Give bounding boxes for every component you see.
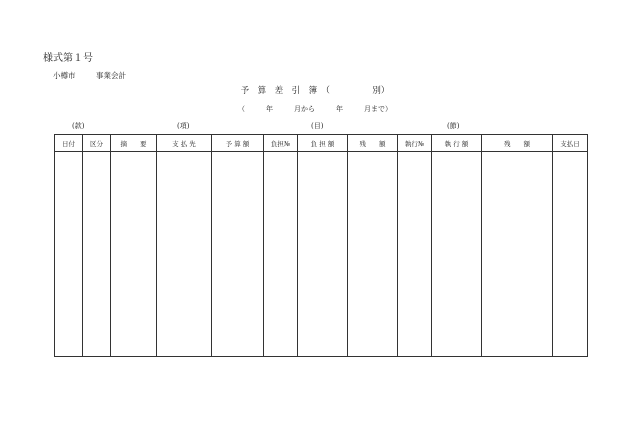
column-header-balance-1: 残 額: [348, 135, 398, 152]
cell-execution-number[interactable]: [398, 152, 432, 357]
cell-payment-date[interactable]: [553, 152, 588, 357]
period-line: （ 年 月から 年 月まで）: [238, 105, 392, 113]
cell-summary[interactable]: [111, 152, 157, 357]
column-header-balance-2: 残 額: [482, 135, 553, 152]
cell-execution-amount[interactable]: [432, 152, 482, 357]
column-header-payee: 支 払 先: [157, 135, 212, 152]
column-header-execution-number: 執行№: [398, 135, 432, 152]
column-header-budget-amount: 予 算 額: [212, 135, 264, 152]
ledger-header-row: [55, 135, 588, 152]
column-header-category: 区分: [83, 135, 111, 152]
account-name: 事業会計: [96, 71, 126, 80]
category-moku-label: (目): [311, 122, 324, 130]
cell-date[interactable]: [55, 152, 83, 357]
column-header-payment-date: 支払日: [553, 135, 588, 152]
cell-balance-2[interactable]: [482, 152, 553, 357]
category-setsu-label: (節): [447, 122, 460, 130]
column-header-burden-amount: 負 担 額: [298, 135, 348, 152]
cell-burden-number[interactable]: [264, 152, 298, 357]
cell-burden-amount[interactable]: [298, 152, 348, 357]
column-header-execution-amount: 執 行 額: [432, 135, 482, 152]
ledger-body-row: [55, 152, 588, 357]
column-header-burden-number: 負担№: [264, 135, 298, 152]
column-header-date: 日付: [55, 135, 83, 152]
form-number: 様式第１号: [43, 53, 93, 64]
cell-category[interactable]: [83, 152, 111, 357]
city-name: 小樽市: [53, 71, 76, 80]
ledger-title: 予 算 差 引 簿 （ 別）: [240, 86, 390, 96]
cell-budget-amount[interactable]: [212, 152, 264, 357]
category-kou-label: (項): [177, 122, 190, 130]
cell-payee[interactable]: [157, 152, 212, 357]
ledger-table: [54, 134, 588, 357]
column-header-summary: 摘 要: [111, 135, 157, 152]
cell-balance-1[interactable]: [348, 152, 398, 357]
category-kan-label: (款): [72, 122, 85, 130]
